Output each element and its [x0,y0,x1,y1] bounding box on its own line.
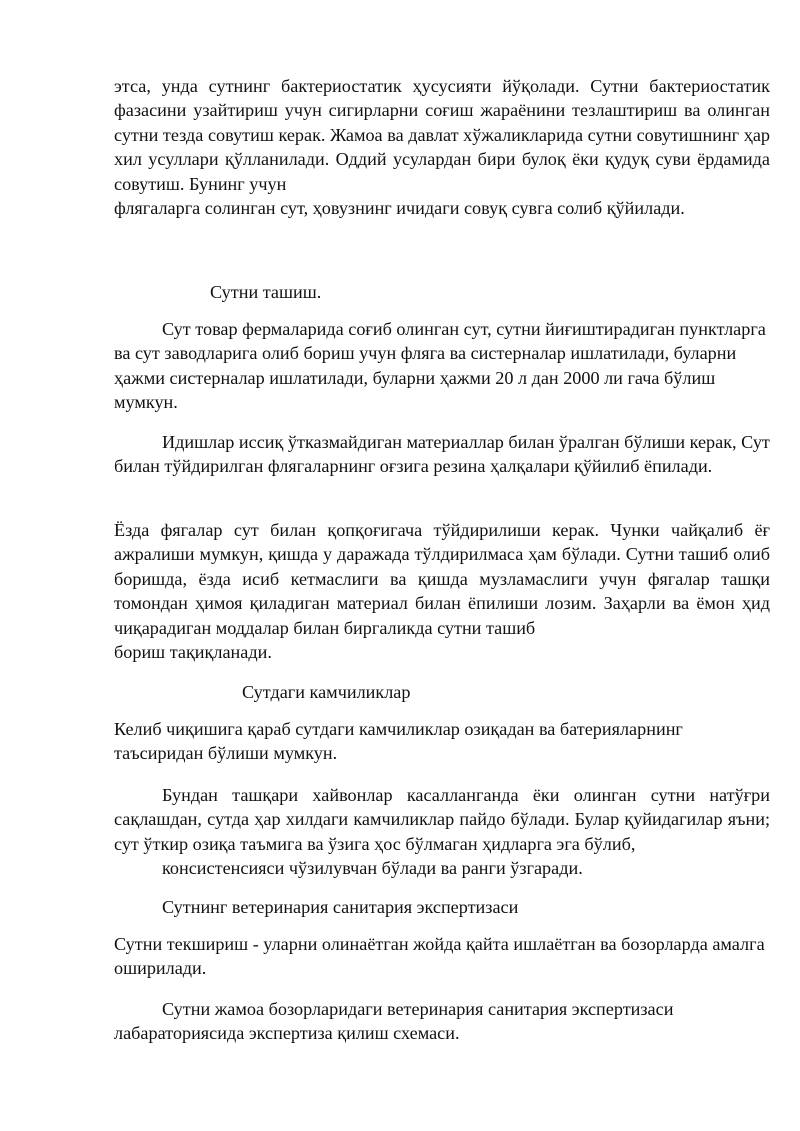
paragraph-defect-types: Бундан ташқари хайвонлар касалланганда ёки олинган сутни натўғри сақлашдан, сутда ҳар хилдаги камчиликлар пайдо бўлади. Булар қуйидагилар яъни; сут ўткир озиқа таъмига ва ўзига ҳос бўлмаган ҳидларга эга бўлиб, консистенсияси чўзилувчан бўлади ва ранги ўзгаради. [114,785,770,879]
heading-milk-transport: Сутни ташиш. [210,282,322,302]
paragraph-defect-origin: Келиб чиқишига қараб сутдаги камчиликлар озиқадан ва батерияларнинг таъсиридан бўлиши мумкун. [114,719,683,764]
paragraph-milk-cooling: этса, унда сутнинг бактериостатик ҳусусияти йўқолади. Сутни бактериостатик фазасини узайтириш учун сигирларни соғиш жараёнини тезлаштириш ва олинган сутни тезда совутиш керак. Жамоа ва давлат хўжаликларида сутни совутишнинг ҳар хил усуллари қўлланилади. Оддий усулардан бири булоқ ёки қудуқ суви ёрдамида совутиш. Бунинг учун флягаларга солинган сут, ҳовузнинг ичидаги совуқ сувга солиб қўйилади. [114,76,770,219]
paragraph-insulated-vessels: Идишлар иссиқ ўтказмайдиган материаллар билан ўралган бўлиши керак, Сут билан тўйдирилган флягаларнинг оғзига резина ҳалқалари қўйилиб ёпилади. [114,432,770,477]
paragraph-summer-winter-transport: Ёзда фягалар сут билан қопқоғигача тўйдирилиши керак. Чунки чайқалиб ёғ ажралиши мумкун, қишда у даражада тўлдирилмаса ҳам бўлади. Сутни ташиб олиб боришда, ёзда исиб кетмаслиги ва қишда музламаслиги учун фягалар ташқи томондан ҳимоя қиладиган материал билан ёпилиши лозим. Заҳарли ва ёмон ҳид чиқарадиган моддалар билан биргаликда сутни ташиб бориш тақиқланади. [114,520,770,663]
heading-vet-sanitary-expertise: Сутнинг ветеринария санитария экспертизаси [162,897,519,917]
heading-milk-defects: Сутдаги камчиликлар [242,682,411,702]
paragraph-milk-inspection: Сутни текшириш - уларни олинаётган жойда қайта ишлаётган ва бозорларда амалга оширилади. [114,934,765,979]
paragraph-expertise-scheme: Сутни жамоа бозорларидаги ветеринария санитария экспертизаси лабараториясида экспертиза қилиш схемаси. [114,999,674,1044]
paragraph-transport-containers: Сут товар фермаларида соғиб олинган сут, сутни йиғиштирадиган пунктларга ва сут заводларига олиб бориш учун фляга ва систерналар ишлатилади, буларни ҳажми систерналар ишлатилади, буларни ҳажми 20 л дан 2000 ли гача бўлиш мумкун. [114,319,766,413]
